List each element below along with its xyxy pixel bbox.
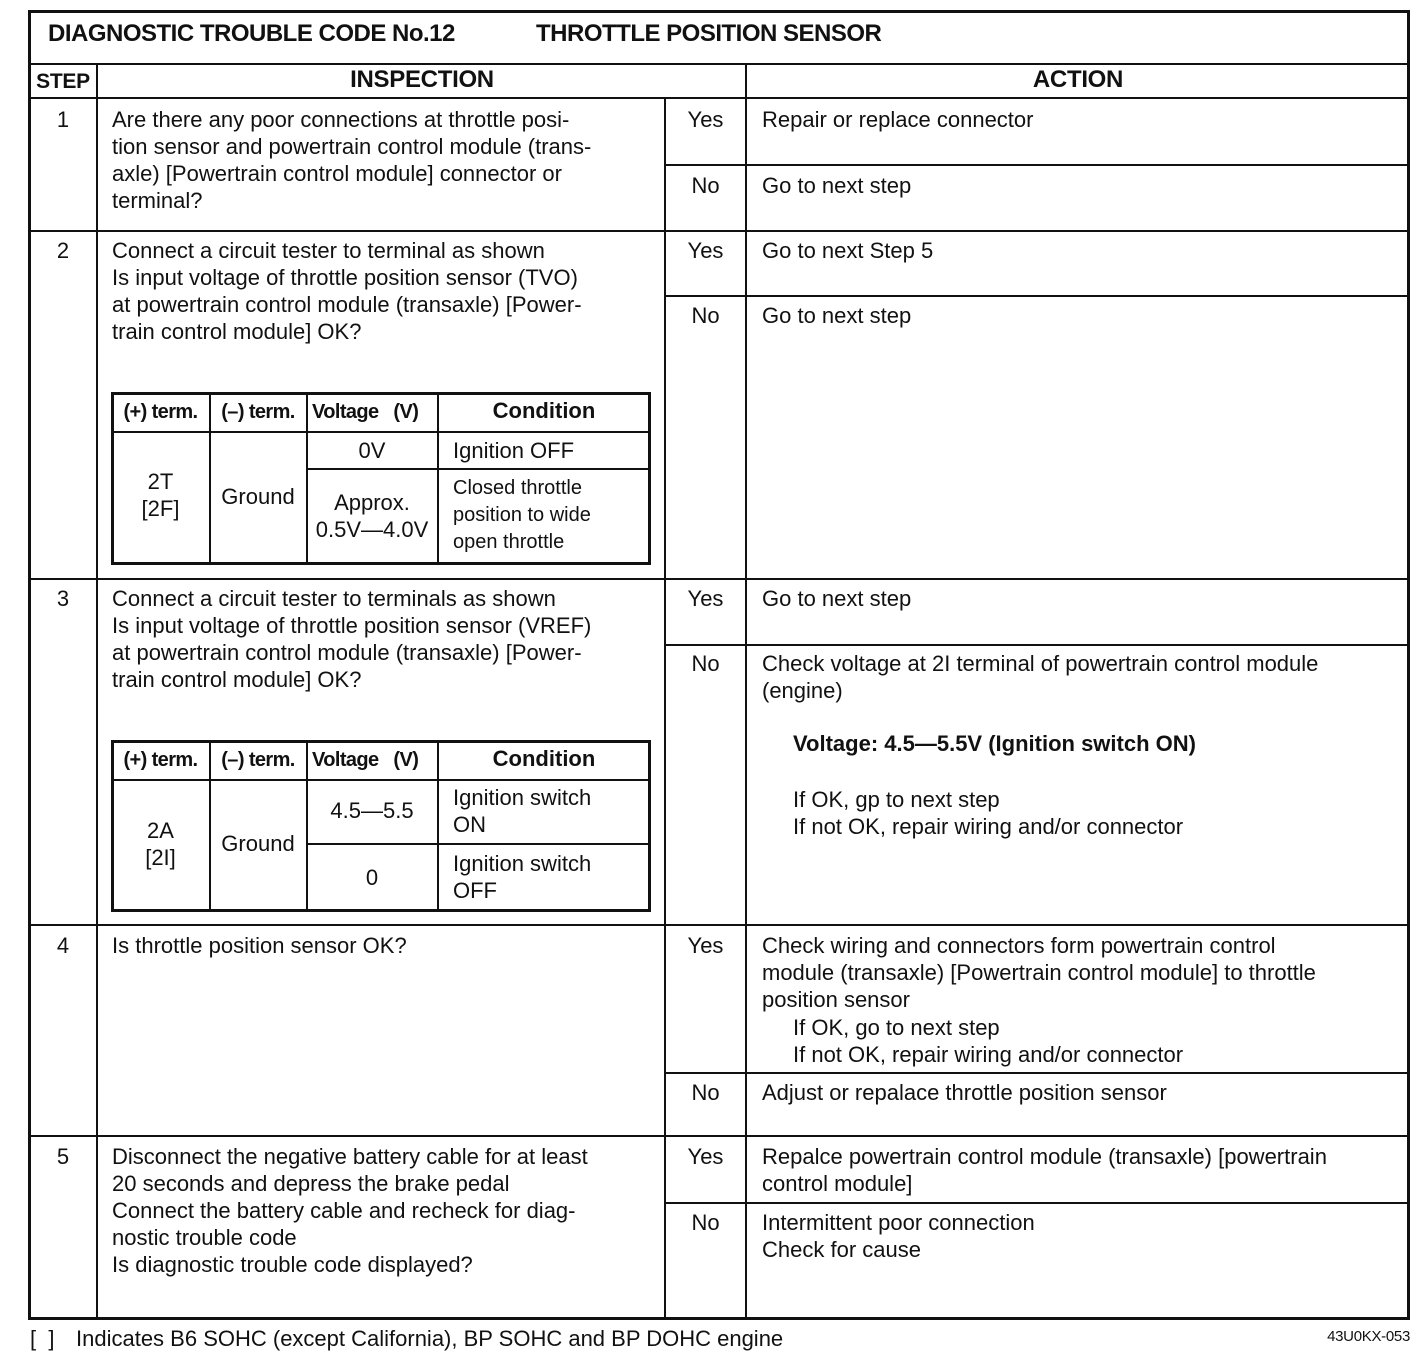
column-divider (96, 63, 98, 1320)
step-5-no-action: Intermittent poor connection Check for cause (762, 1210, 1035, 1262)
column-header-action: ACTION (1032, 66, 1124, 93)
condition-value: Ignition OFF (453, 438, 575, 463)
yes-label: Yes (687, 107, 724, 132)
step-2-no-action: Go to next step (762, 303, 912, 328)
step-3-follow-up: If OK, gp to next step If not OK, repair wiring and/or connector (793, 787, 1184, 839)
yes-no-divider (664, 644, 1410, 646)
minus-terminal: Ground (221, 831, 295, 856)
header-minus-term: (–) term. (221, 401, 295, 423)
condition-value: Ignition switch OFF (453, 851, 592, 903)
column-divider (745, 63, 747, 1320)
figure-code: 43U0KX-053 (1327, 1328, 1410, 1345)
header-minus-term: (–) term. (221, 749, 295, 771)
table-line (112, 779, 650, 781)
table-line (307, 468, 650, 470)
yes-label: Yes (687, 238, 724, 263)
voltage-value: 4.5—5.5 (330, 798, 414, 823)
yes-no-divider (664, 295, 1410, 297)
step-divider (28, 578, 1410, 580)
header-voltage: Voltage (V) (312, 749, 419, 771)
yes-no-divider (664, 1202, 1410, 1204)
step-2-yes-action: Go to next Step 5 (762, 238, 934, 263)
step-4-follow-up: If OK, go to next step If not OK, repair wiring and/or connector (793, 1015, 1184, 1067)
yes-label: Yes (687, 1144, 724, 1169)
footnote-text: Indicates B6 SOHC (except California), BP SOHC and BP DOHC engine (76, 1326, 784, 1351)
step-1-yes-action: Repair or replace connector (762, 107, 1034, 132)
header-condition: Condition (492, 398, 596, 423)
step-4-yes-action: Check wiring and connectors form powertrain control module (transaxle) [Powertrain control module] to throttle position sensor (762, 933, 1316, 1012)
voltage-value: 0 (365, 865, 379, 890)
column-header-inspection: INSPECTION (350, 66, 494, 93)
condition-value: Ignition switch ON (453, 785, 592, 837)
step-5-inspection: Disconnect the negative battery cable for at least 20 seconds and depress the brake pedal Connect the battery cable and recheck for diag- nostic trouble code Is diagnostic trouble code displayed? (112, 1144, 588, 1277)
no-label: No (691, 1210, 720, 1235)
header-voltage: Voltage (V) (312, 401, 419, 423)
step-4-inspection: Is throttle position sensor OK? (112, 933, 407, 958)
dtc-code-title: DIAGNOSTIC TROUBLE CODE No.12 (48, 20, 455, 47)
header-plus-term: (+) term. (123, 401, 198, 423)
row-divider (28, 63, 1410, 65)
step-number: 5 (56, 1144, 70, 1169)
voltage-value: 0V (358, 438, 386, 463)
condition-value: Closed throttle position to wide open throttle (453, 477, 591, 553)
header-condition: Condition (492, 746, 596, 771)
column-header-step: STEP (36, 70, 90, 93)
step-3-inspection: Connect a circuit tester to terminals as shown Is input voltage of throttle position sensor (VREF) at powertrain control module (transaxle) [Power- train control module] OK? (112, 586, 592, 692)
footnote-bracket: [ ] (30, 1326, 55, 1351)
header-plus-term: (+) term. (123, 749, 198, 771)
sensor-title: THROTTLE POSITION SENSOR (536, 20, 882, 47)
yes-no-divider (664, 1072, 1410, 1074)
step-number: 1 (56, 107, 70, 132)
step-number: 4 (56, 933, 70, 958)
step-1-inspection: Are there any poor connections at throttle posi- tion sensor and powertrain control module (trans- axle) [Powertrain control module] connector or terminal? (112, 107, 592, 213)
plus-terminal: 2A [2I] (145, 818, 176, 870)
step-divider (28, 924, 1410, 926)
no-label: No (691, 1080, 720, 1105)
table-line (307, 843, 650, 845)
step-2-inspection: Connect a circuit tester to terminal as shown Is input voltage of throttle position sensor (TVO) at powertrain control module (transaxle) [Power- train control module] OK? (112, 238, 582, 344)
voltage-value: Approx. 0.5V—4.0V (315, 490, 429, 542)
step-5-yes-action: Repalce powertrain control module (transaxle) [powertrain control module] (762, 1144, 1327, 1196)
yes-label: Yes (687, 586, 724, 611)
step-number: 3 (56, 586, 70, 611)
step-number: 2 (56, 238, 70, 263)
step-4-no-action: Adjust or repalace throttle position sensor (762, 1080, 1167, 1105)
step-3-yes-action: Go to next step (762, 586, 912, 611)
minus-terminal: Ground (221, 484, 295, 509)
step-3-no-action: Check voltage at 2I terminal of powertrain control module (engine) (762, 651, 1319, 703)
yes-no-divider (664, 164, 1410, 166)
row-divider (28, 97, 1410, 99)
table-line (112, 431, 650, 433)
step-divider (28, 1135, 1410, 1137)
no-label: No (691, 173, 720, 198)
voltage-spec: Voltage: 4.5—5.5V (Ignition switch ON) (793, 731, 1196, 756)
plus-terminal: 2T [2F] (141, 469, 180, 521)
yes-label: Yes (687, 933, 724, 958)
no-label: No (691, 303, 720, 328)
no-label: No (691, 651, 720, 676)
step-divider (28, 230, 1410, 232)
step-1-no-action: Go to next step (762, 173, 912, 198)
